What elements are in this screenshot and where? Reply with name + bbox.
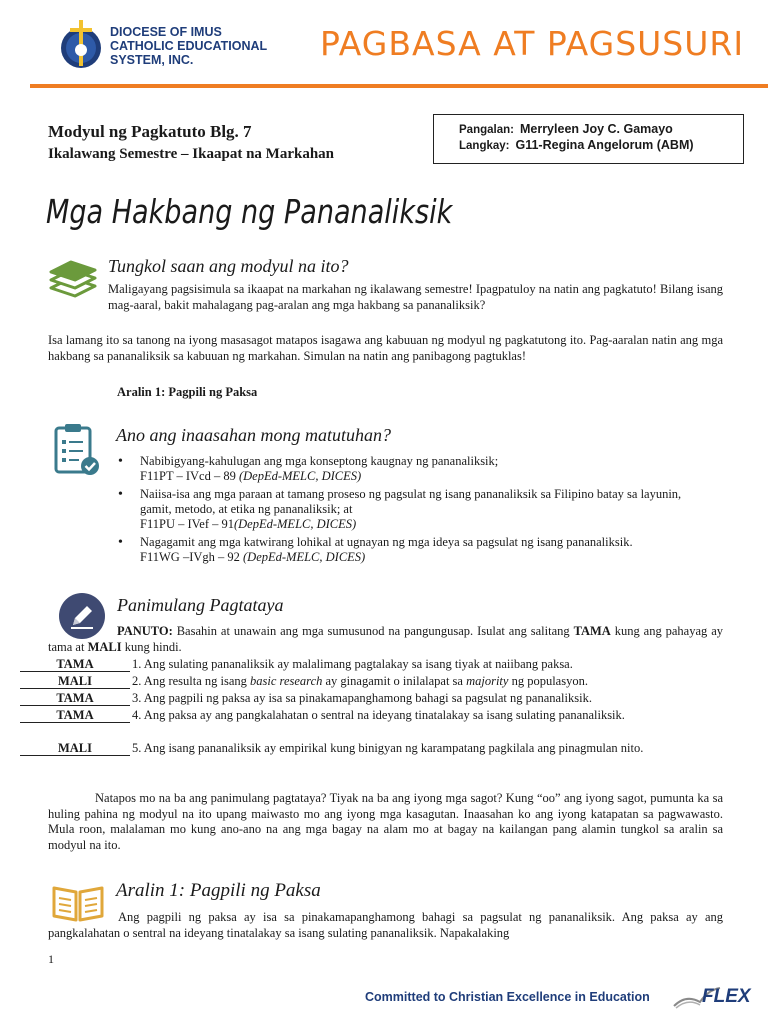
question-row — [20, 741, 720, 756]
diocese-logo — [58, 16, 104, 72]
question-text: 4. Ang paksa ay ang pangkalahatan o sentral na ideyang tinatalakay sa isang sulating pananaliksik. — [132, 708, 625, 722]
answer-blank[interactable]: MALI — [20, 742, 130, 756]
question-row — [20, 691, 720, 706]
name-value: Merryleen Joy C. Gamayo — [519, 122, 673, 136]
question-text: 5. Ang isang pananaliksik ay empirikal kung binigyan ng karampatang pagkilala ang pinagmulan nito. — [132, 741, 644, 755]
question-text: 2. Ang resulta ng isang basic research ay ginagamit o inilalapat sa majority ng populasyon. — [132, 674, 588, 688]
answer-blank[interactable]: MALI — [20, 675, 130, 689]
about-heading: Tungkol saan ang modyul na ito? — [108, 256, 349, 276]
objective-item — [118, 535, 698, 565]
answer-blank[interactable]: TAMA — [20, 709, 130, 723]
student-info-box — [433, 114, 744, 164]
answer-blank[interactable]: TAMA — [20, 692, 130, 706]
name-row — [459, 122, 743, 138]
page-title: Mga Hakbang ng Pananaliksik — [46, 192, 453, 231]
pretest-closing: Natapos mo na ba ang panimulang pagtataya? Tiyak na ba ang iyong mga sagot? Kung “oo” ang iyong sagot, pumunta ka sa huling pahina ng modyul na ito upang maiwasto mo ang iyong mga kasagutan. Inaasahan ko ang iyong katapatan sa pagwawasto. Mula roon, malalaman mo kung ano-ano na ang mga bagay na alam mo at bagay na kailangan pang alamin tungkol sa aralin sa modyul na ito. — [48, 791, 723, 852]
subject-title: PAGBASA AT PAGSUSURI — [320, 24, 745, 63]
flex-logo-text: FLEX — [702, 986, 751, 1007]
flex-book-icon — [672, 978, 756, 1012]
lesson-heading: Aralin 1: Pagpili ng Paksa — [116, 880, 321, 901]
question-row — [20, 674, 720, 689]
about-paragraph-1: Maligayang pagsisimula sa ikaapat na markahan ng ikalawang semestre! Ipagpatuloy na natin ang pagkatuto! Bilang isang mag-aaral, bakit mahalagang pag-aralan ang mga hakbang sa pananaliksik? — [108, 282, 723, 312]
module-title: Modyul ng Pagkatuto Blg. 7 — [48, 122, 252, 141]
objective-text: Nagagamit ang mga katwirang lohikal at ugnayan ng mga ideya sa pagsulat ng isang pananaliksik. — [140, 535, 633, 549]
pretest-instructions: PANUTO: Basahin at unawain ang mga sumusunod na pangungusap. Isulat ang salitang TAMA kung ang pahayag ay tama at MALI kung hindi. — [48, 624, 723, 654]
header-divider — [30, 84, 768, 88]
diocese-seal-icon — [58, 16, 104, 72]
objective-code: F11PT – IVcd – 89 (DepEd-MELC, DICES) — [140, 469, 362, 483]
name-label: Pangalan: — [459, 124, 514, 136]
organization-name — [110, 25, 267, 67]
footer-tagline: Committed to Christian Excellence in Education — [365, 990, 650, 1004]
books-icon — [47, 258, 99, 300]
lesson-paragraph: Ang pagpili ng paksa ay isa sa pinakamapanghamong bahagi sa pagsulat ng pananaliksik. Ang paksa ay ang pangkalahatan o sentral na ideyang tinatalakay sa isang sulating pananaliksik. Napakalaking — [48, 910, 723, 940]
objective-text: Nabibigyang-kahulugan ang mga konseptong kaugnay ng pananaliksik; — [140, 454, 499, 468]
objective-code: F11PU – IVef – 91(DepEd-MELC, DICES) — [140, 517, 357, 531]
section-value: G11-Regina Angelorum (ABM) — [515, 138, 694, 152]
org-line-1: DIOCESE OF IMUS — [110, 25, 222, 39]
objective-item — [118, 454, 698, 484]
objective-item — [118, 487, 698, 532]
objectives-list — [118, 454, 698, 567]
module-subtitle: Ikalawang Semestre – Ikaapat na Markahan — [48, 146, 335, 162]
objective-text: Naiisa-isa ang mga paraan at tamang proseso ng pagsulat ng isang pananaliksik sa Filipino batay sa layunin, gamit, metodo, at etika ng pananaliksik; at — [140, 487, 682, 516]
question-text: 1. Ang sulating pananaliksik ay malalimang pagtalakay sa isang tiyak at naiibang paksa. — [132, 657, 573, 671]
pretest-heading: Panimulang Pagtataya — [117, 595, 284, 615]
page-number: 1 — [48, 952, 54, 966]
flex-logo — [672, 978, 756, 1012]
question-row — [20, 657, 720, 672]
checklist-icon — [52, 422, 102, 476]
org-line-3: SYSTEM, INC. — [110, 53, 194, 67]
question-text: 3. Ang pagpili ng paksa ay isa sa pinakamapanghamong bahagi sa pagsulat ng pananaliksik. — [132, 691, 592, 705]
objectives-heading: Ano ang inaasahan mong matutuhan? — [116, 425, 392, 445]
section-row — [459, 138, 743, 154]
org-line-2: CATHOLIC EDUCATIONAL — [110, 39, 268, 53]
answer-blank[interactable]: TAMA — [20, 658, 130, 672]
section-label: Langkay: — [459, 140, 510, 152]
lesson-label: Aralin 1: Pagpili ng Paksa — [117, 385, 258, 399]
about-paragraph-2: Isa lamang ito sa tanong na iyong masasagot matapos isagawa ang kabuuan ng modyul ng pagkatutong ito. Pag-aaralan natin ang mga hakbang sa pananaliksik sa kabuuan ng markahan. Simulan na natin ang panibagong pagtuklas! — [48, 333, 723, 363]
objective-code: F11WG –IVgh – 92 (DepEd-MELC, DICES) — [140, 550, 366, 564]
question-row — [20, 708, 720, 723]
